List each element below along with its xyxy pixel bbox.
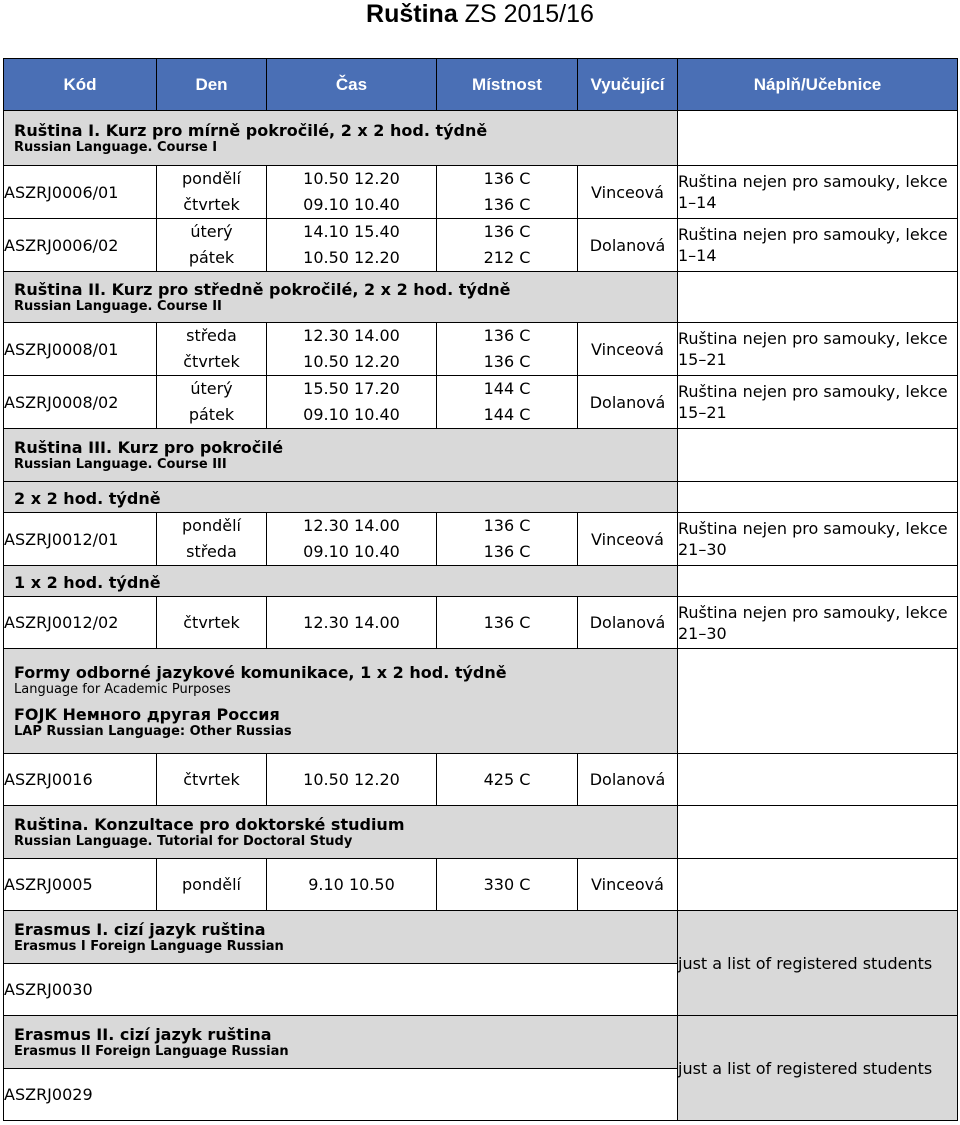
day: úterý: [190, 222, 233, 241]
course-code: ASZRJ0006/02: [4, 219, 157, 272]
room-cell: 425 C: [437, 754, 578, 806]
time: 10.50 12.20: [303, 248, 400, 267]
day: středa: [186, 326, 237, 345]
time-cell: [267, 219, 437, 272]
day: čtvrtek: [183, 195, 240, 214]
content-cell: Ruština nejen pro samouky, lekce 15–21: [678, 376, 958, 429]
teacher-cell: Vinceová: [578, 323, 678, 376]
time: 10.50 12.20: [303, 352, 400, 371]
schedule-table: [3, 58, 958, 1121]
section-subtitle: Language for Academic Purposes: [14, 682, 231, 697]
section-title: Erasmus II. cizí jazyk ruština: [14, 1025, 272, 1044]
content-cell: just a list of registered students: [678, 911, 958, 1016]
content-cell: Ruština nejen pro samouky, lekce 15–21: [678, 323, 958, 376]
header-vyucujici: Vyučující: [578, 59, 678, 111]
course-code: ASZRJ0008/02: [4, 376, 157, 429]
table-row: [4, 513, 958, 566]
header-den: Den: [157, 59, 267, 111]
course-code: ASZRJ0005: [4, 859, 157, 911]
time: 14.10 15.40: [303, 222, 400, 241]
table-row: [4, 859, 958, 911]
title-bold: Ruština: [366, 0, 458, 28]
table-row: [4, 219, 958, 272]
time-cell: 12.30 14.00: [267, 597, 437, 649]
teacher-cell: Vinceová: [578, 166, 678, 219]
section-subtitle: Erasmus I Foreign Language Russian: [14, 939, 284, 954]
room: 136 C: [483, 195, 531, 214]
table-row: [4, 323, 958, 376]
teacher-cell: Dolanová: [578, 376, 678, 429]
time-cell: [267, 166, 437, 219]
room: 136 C: [483, 222, 531, 241]
table-row: [4, 754, 958, 806]
day: čtvrtek: [183, 352, 240, 371]
time: 12.30 14.00: [303, 326, 400, 345]
time: 09.10 10.40: [303, 195, 400, 214]
header-napln: Náplň/Učebnice: [678, 59, 958, 111]
day-cell: čtvrtek: [157, 597, 267, 649]
content-cell: Ruština nejen pro samouky, lekce 21–30: [678, 513, 958, 566]
day-cell: čtvrtek: [157, 754, 267, 806]
day: pondělí: [182, 516, 241, 535]
time: 15.50 17.20: [303, 379, 400, 398]
day: pondělí: [182, 169, 241, 188]
teacher-cell: Dolanová: [578, 754, 678, 806]
room: 144 C: [483, 379, 531, 398]
section-subtitle: Russian Language. Course II: [14, 299, 222, 314]
section-note: 2 x 2 hod. týdně: [14, 488, 161, 508]
section-title: Ruština. Konzultace pro doktorské studium: [14, 815, 405, 834]
course-code: ASZRJ0016: [4, 754, 157, 806]
section-subtitle: Russian Language. Tutorial for Doctoral Study: [14, 834, 353, 849]
day-cell: [157, 323, 267, 376]
room: 136 C: [483, 326, 531, 345]
day-cell: [157, 513, 267, 566]
day: středa: [186, 542, 237, 561]
day-cell: [157, 166, 267, 219]
time-cell: [267, 513, 437, 566]
room: 136 C: [483, 516, 531, 535]
content-cell: Ruština nejen pro samouky, lekce 1–14: [678, 219, 958, 272]
course-code: ASZRJ0012/01: [4, 513, 157, 566]
section-heading: [4, 111, 958, 166]
content-cell: Ruština nejen pro samouky, lekce 1–14: [678, 166, 958, 219]
section-heading: [4, 429, 958, 482]
course-code: ASZRJ0008/01: [4, 323, 157, 376]
header-cas: Čas: [267, 59, 437, 111]
section-heading: [4, 806, 958, 859]
time-cell: 9.10 10.50: [267, 859, 437, 911]
course-code: ASZRJ0012/02: [4, 597, 157, 649]
room: 144 C: [483, 405, 531, 424]
section-title: Ruština II. Kurz pro středně pokročilé, 2 x 2 hod. týdně: [14, 280, 511, 299]
day-cell: [157, 219, 267, 272]
course-code: ASZRJ0029: [4, 1069, 678, 1121]
room-cell: 330 C: [437, 859, 578, 911]
time-cell: 10.50 12.20: [267, 754, 437, 806]
content-cell: [678, 754, 958, 806]
header-row: [4, 59, 958, 111]
room-cell: [437, 376, 578, 429]
time: 10.50 12.20: [303, 169, 400, 188]
teacher-cell: Vinceová: [578, 513, 678, 566]
teacher-cell: Dolanová: [578, 597, 678, 649]
room-cell: [437, 166, 578, 219]
room-cell: [437, 323, 578, 376]
section-subtitle-2: LAP Russian Language: Other Russias: [14, 724, 292, 739]
room-cell: [437, 219, 578, 272]
section-title: Erasmus I. cizí jazyk ruština: [14, 920, 266, 939]
section-note-row: [4, 566, 958, 597]
time: 12.30 14.00: [303, 516, 400, 535]
room-cell: [437, 513, 578, 566]
header-mistnost: Místnost: [437, 59, 578, 111]
section-title: Ruština III. Kurz pro pokročilé: [14, 438, 284, 457]
section-title: Ruština I. Kurz pro mírně pokročilé, 2 x 2 hod. týdně: [14, 121, 488, 140]
room: 212 C: [483, 248, 531, 267]
content-cell: Ruština nejen pro samouky, lekce 21–30: [678, 597, 958, 649]
day: úterý: [190, 379, 233, 398]
content-cell: just a list of registered students: [678, 1016, 958, 1121]
teacher-cell: Vinceová: [578, 859, 678, 911]
day: pátek: [188, 248, 235, 267]
course-code: ASZRJ0030: [4, 964, 678, 1016]
table-row: [4, 376, 958, 429]
section-heading: [4, 649, 958, 754]
room: 136 C: [483, 169, 531, 188]
section-note: 1 x 2 hod. týdně: [14, 572, 161, 592]
day-cell: pondělí: [157, 859, 267, 911]
section-subtitle: Russian Language. Course I: [14, 140, 218, 155]
section-title-2: FOJK Немного другая Россия: [14, 705, 280, 724]
time-cell: [267, 323, 437, 376]
section-heading: [4, 911, 958, 964]
teacher-cell: Dolanová: [578, 219, 678, 272]
table-row: [4, 166, 958, 219]
course-code: ASZRJ0006/01: [4, 166, 157, 219]
section-subtitle: Erasmus II Foreign Language Russian: [14, 1044, 289, 1059]
room: 136 C: [483, 352, 531, 371]
table-row: [4, 597, 958, 649]
section-title: Formy odborné jazykové komunikace, 1 x 2 hod. týdně: [14, 663, 507, 682]
section-subtitle: Russian Language. Course III: [14, 457, 227, 472]
room-cell: 136 C: [437, 597, 578, 649]
page-title: [0, 0, 960, 30]
time: 09.10 10.40: [303, 542, 400, 561]
day-cell: [157, 376, 267, 429]
content-cell: [678, 859, 958, 911]
section-heading: [4, 272, 958, 323]
day: pátek: [188, 405, 235, 424]
header-kod: Kód: [4, 59, 157, 111]
time: 09.10 10.40: [303, 405, 400, 424]
section-heading: [4, 1016, 958, 1069]
room: 136 C: [483, 542, 531, 561]
section-note-row: [4, 482, 958, 513]
title-rest: ZS 2015/16: [457, 0, 594, 28]
time-cell: [267, 376, 437, 429]
